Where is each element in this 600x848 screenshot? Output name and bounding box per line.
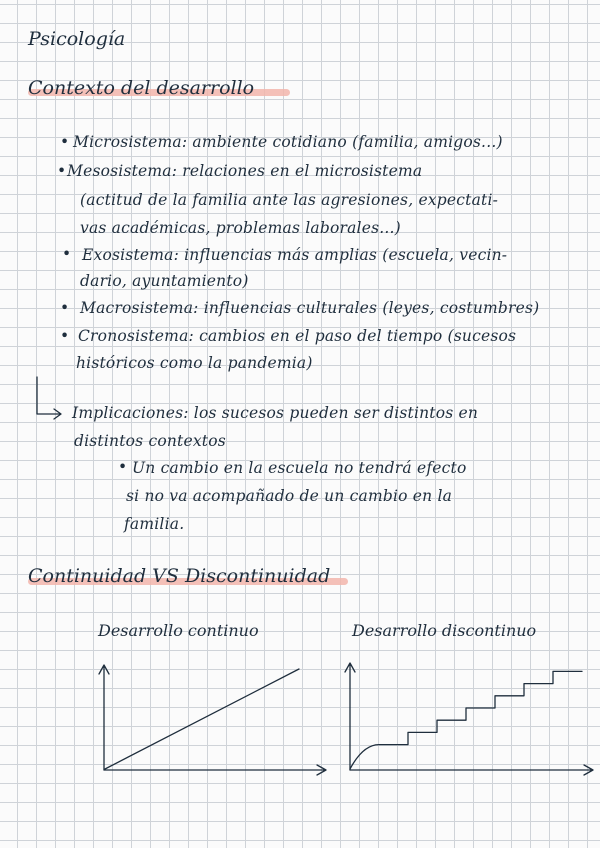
bullet-exosistema-line2: dario, ayuntamiento): [80, 272, 249, 290]
bullet-mesosistema: Mesosistema: relaciones en el microsistema: [67, 162, 423, 180]
x-axis: [350, 765, 593, 775]
bullet-dot: •: [60, 327, 70, 345]
bullet-dot: •: [57, 162, 67, 180]
chart-discontinuous: [345, 663, 593, 775]
bullet-cronosistema: Cronosistema: cambios en el paso del tiempo (sucesos: [78, 327, 517, 345]
bullet-exosistema: Exosistema: influencias más amplias (escuela, vecin-: [82, 246, 508, 264]
data-line-continuous: [105, 669, 299, 769]
section-heading-continuity: Continuidad VS Discontinuidad: [28, 565, 331, 587]
bullet-dot: •: [62, 245, 72, 263]
chart-title-discontinuous: Desarrollo discontinuo: [352, 621, 537, 640]
x-axis: [104, 765, 326, 775]
bullet-mesosistema-line2: (actitud de la familia ante las agresiones, expectati-: [80, 191, 499, 209]
bullet-microsistema: Microsistema: ambiente cotidiano (familia, amigos...): [73, 133, 503, 151]
y-axis: [345, 663, 355, 770]
bullet-dot: •: [60, 299, 70, 317]
chart-title-continuous: Desarrollo continuo: [98, 621, 259, 640]
bullet-dot: •: [60, 133, 70, 151]
data-line-discontinuous: [350, 671, 582, 769]
bullet-mesosistema-line3: vas académicas, problemas laborales...): [80, 219, 401, 237]
sub-bullet-line1: Un cambio en la escuela no tendrá efecto: [132, 459, 467, 477]
chart-continuous: [99, 665, 326, 775]
sub-bullet-line2: si no va acompañado de un cambio en la: [126, 487, 453, 505]
sub-bullet-line3: familia.: [124, 515, 185, 533]
implications-line1: Implicaciones: los sucesos pueden ser distintos en: [72, 404, 479, 422]
section-heading-context: Contexto del desarrollo: [28, 77, 255, 99]
implications-line2: distintos contextos: [74, 432, 226, 450]
bullet-dot: •: [118, 458, 128, 476]
y-axis: [99, 665, 109, 770]
subject-title: Psicología: [28, 28, 126, 50]
bullet-cronosistema-line2: históricos como la pandemia): [76, 354, 313, 372]
bullet-macrosistema: Macrosistema: influencias culturales (leyes, costumbres): [80, 299, 540, 317]
